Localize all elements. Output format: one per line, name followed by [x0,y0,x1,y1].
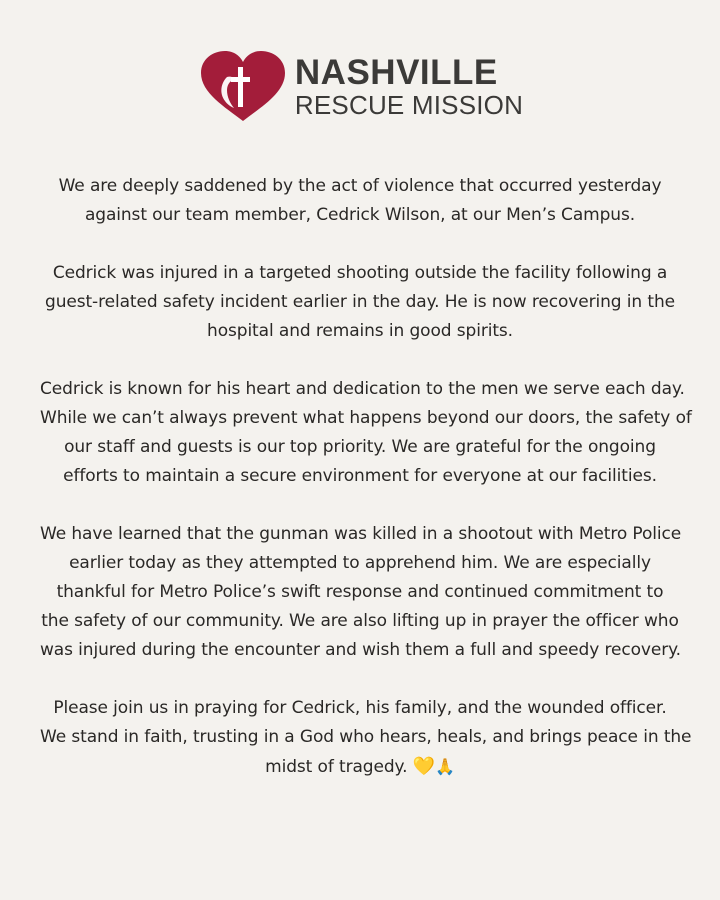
logo-group [197,49,523,123]
text-line: against our team member, Cedrick Wilson, at our Men’s Campus. [84,205,636,225]
paragraph-2 [40,259,680,346]
text-line: Cedrick is known for his heart and dedication to the men we serve each day. [40,379,685,399]
wordmark [294,52,524,120]
paragraph-1 [40,172,680,230]
praying-hands-icon: 🙏 [435,757,455,776]
logo-line2: RESCUE MISSION [294,89,524,120]
text-line-text: midst of tragedy. [265,757,408,777]
paragraph-5 [40,694,692,782]
statement-body [40,172,692,811]
text-line: We have learned that the gunman was killed in a shootout with Metro Police [40,524,682,544]
logo-line1: NASHVILLE [294,52,498,92]
paragraph-4 [40,520,680,665]
yellow-heart-icon: 💛 [412,756,436,777]
text-line: thankful for Metro Police’s swift response and continued commitment to [56,582,664,602]
text-line: was injured during the encounter and wish them a full and speedy recovery. [40,640,681,660]
text-line: We stand in faith, trusting in a God who hears, heals, and brings peace in the [40,727,692,747]
text-line-last [40,752,680,782]
text-line: efforts to maintain a secure environment for everyone at our facilities. [63,466,657,486]
text-line: our staff and guests is our top priority. We are grateful for the ongoing [64,437,656,457]
text-line: While we can’t always prevent what happens beyond our doors, the safety of [40,408,692,428]
logo [0,48,720,124]
text-line: We are deeply saddened by the act of violence that occurred yesterday [58,176,662,196]
text-line: guest-related safety incident earlier in the day. He is now recovering in the [45,292,675,312]
text-line: Cedrick was injured in a targeted shooting outside the facility following a [52,263,668,283]
text-line: the safety of our community. We are also lifting up in prayer the officer who [41,611,679,631]
text-line: earlier today as they attempted to apprehend him. We are especially [69,553,651,573]
paragraph-3 [40,375,692,491]
text-line: Please join us in praying for Cedrick, his family, and the wounded officer. [53,698,667,718]
text-line: hospital and remains in good spirits. [207,321,513,341]
heart-cross-icon [197,49,289,123]
